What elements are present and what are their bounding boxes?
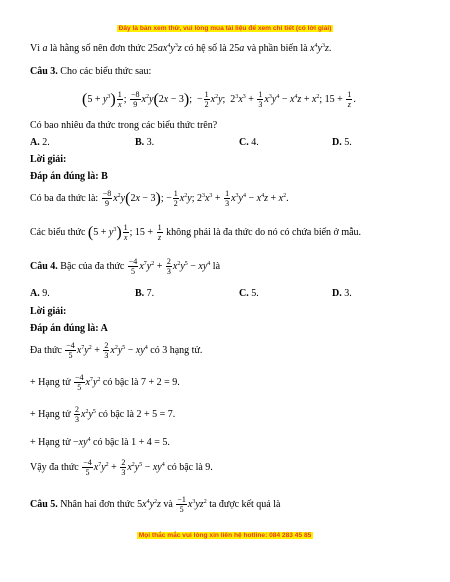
q3-solution-label: Lời giải: — [30, 154, 67, 165]
preview-banner: Đây là bản xem thử, vui lòng mua tài liệu để xem chi tiết (có lời giải) — [118, 25, 332, 32]
q4-option-a[interactable]: A. 9. — [30, 288, 50, 299]
q4-solution-line-5: Vậy đa thức $\frac{-4}{5}$ $x^7y^2$ + $\frac{2}{3}$ $x^2y^5 - xy^4$ có bậc là 9. — [30, 458, 213, 478]
q4-solution-line-4: + Hạng tử $-xy^4$ có bậc là 1 + 4 = 5. — [30, 437, 170, 448]
q5-title: Câu 5. Nhân hai đơn thức $5x^4y^2z$ và $\frac{-1}{5}$ $x^3yz^2$ ta được kết quả là — [30, 495, 281, 515]
q4-solution-line-3: + Hạng tử $\frac{2}{3}$ $x^2y^5$ có bậc là 2 + 5 = 7. — [30, 405, 176, 425]
q3-option-b[interactable]: B. 3. — [135, 137, 155, 148]
q3-option-d[interactable]: D. 5. — [332, 137, 352, 148]
q4-option-b[interactable]: B. 7. — [135, 288, 155, 299]
q3-solution-line-1: Có ba đa thức là: $\frac{-8}{9}$ $x^2y(2x - 3)$; − $\frac{1}{2}$ $x^2y$; $2^3x^3$ + $\frac{1}{3}$ $x^3y^4 - x^4z + x^2$. — [30, 189, 289, 209]
q4-answer: Đáp án đúng là: A — [30, 323, 108, 334]
hotline-footer: Mọi thắc mắc vui lòng xin liên hệ hotline: 084 283 45 85 — [138, 532, 312, 539]
q3-option-a[interactable]: A. 2. — [30, 137, 50, 148]
q3-solution-line-2: Các biểu thức $(5 + y^3)$ $\frac{1}{x}$ ; 15 + $\frac{1}{z}$ không phải là đa thức do nó có chứa biến ở mẫu. — [30, 223, 362, 243]
q4-option-c[interactable]: C. 5. — [239, 288, 259, 299]
q3-expressions: $(5 + y^3)$ $\frac{1}{x}$ ; $\frac{-8}{9}$ $x^2y(2x - 3)$; − $\frac{1}{2}$ $x^2y$; $2^3x^3$ + $\frac{1}{3}$ $x^3y^4 - x^4z + x^2$; 15 + $\frac{1}{z}$ . — [82, 90, 356, 110]
q4-title: Câu 4. Bậc của đa thức $\frac{-4}{5}$ $x^7y^2$ + $\frac{2}{3}$ $x^2y^5 - xy^4$ là — [30, 257, 221, 277]
q4-solution-line-1: Đa thức $\frac{-4}{5}$ $x^7y^2$ + $\frac{2}{3}$ $x^2y^5 - xy^4$ có 3 hạng tử. — [30, 341, 203, 361]
q3-answer: Đáp án đúng là: B — [30, 171, 108, 182]
q4-solution-line-2: + Hạng tử $\frac{-4}{5}$ $x^7y^2$ có bậc là 7 + 2 = 9. — [30, 373, 180, 393]
q4-solution-label: Lời giải: — [30, 306, 67, 317]
q3-title: Câu 3. Cho các biểu thức sau: — [30, 66, 152, 77]
q3-question: Có bao nhiêu đa thức trong các biểu thức trên? — [30, 120, 218, 131]
q4-option-d[interactable]: D. 3. — [332, 288, 352, 299]
intro-line: Vì a là hằng số nên đơn thức $25ax^4y^3z$ có hệ số là 25a và phần biến là $x^4y^3z$. — [30, 43, 332, 54]
q3-option-c[interactable]: C. 4. — [239, 137, 259, 148]
